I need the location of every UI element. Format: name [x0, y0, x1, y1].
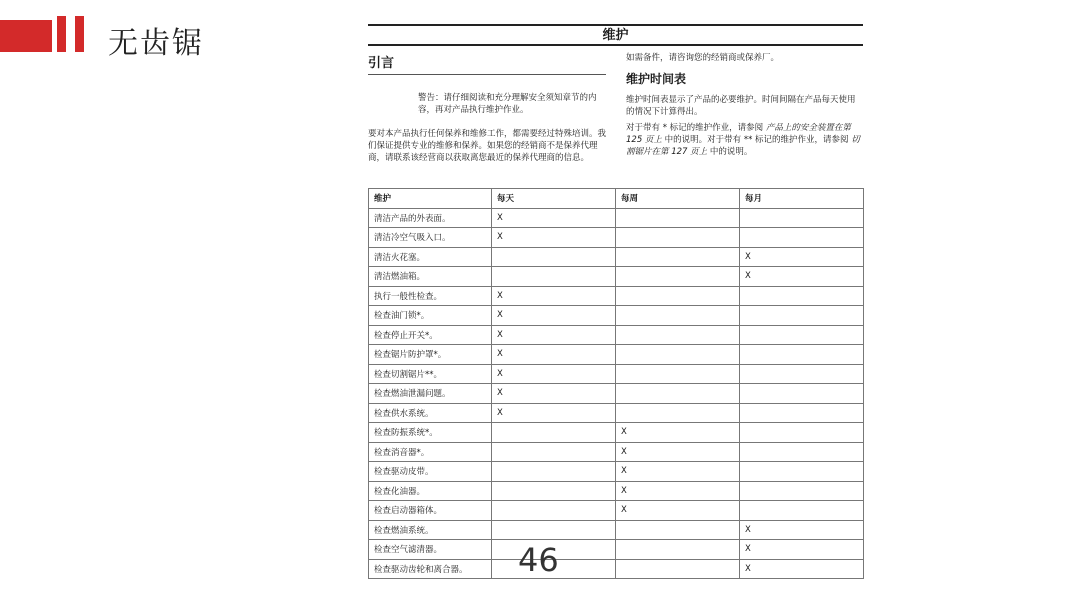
cell-weekly	[616, 228, 740, 248]
header-monthly: 每月	[740, 189, 864, 209]
table-row	[369, 286, 864, 306]
header-task: 维护	[369, 189, 492, 209]
brand-logo-stripe	[57, 16, 66, 52]
cell-weekly: X	[616, 501, 740, 521]
cell-task: 检查切割锯片**。	[369, 364, 492, 384]
table-header-row	[369, 189, 864, 209]
cell-task: 检查油门锁*。	[369, 306, 492, 326]
cell-task: 清洁冷空气吸入口。	[369, 228, 492, 248]
cell-task: 检查驱动齿轮和离合器。	[369, 559, 492, 579]
cell-daily: X	[492, 345, 616, 365]
cell-task: 检查防振系统*。	[369, 423, 492, 443]
cell-weekly	[616, 325, 740, 345]
cell-task: 检查驱动皮带。	[369, 462, 492, 482]
cell-daily	[492, 520, 616, 540]
cell-monthly: X	[740, 520, 864, 540]
cell-monthly	[740, 423, 864, 443]
cell-task: 检查供水系统。	[369, 403, 492, 423]
cell-daily: X	[492, 403, 616, 423]
cell-task: 检查空气滤清器。	[369, 540, 492, 560]
section-title: 维护	[368, 24, 863, 46]
cell-weekly	[616, 384, 740, 404]
schedule-heading: 维护时间表	[626, 72, 687, 86]
cell-task: 检查停止开关*。	[369, 325, 492, 345]
table-row	[369, 403, 864, 423]
cell-weekly	[616, 247, 740, 267]
cell-monthly: X	[740, 267, 864, 287]
reference-mid: 中的说明。对于带有 ** 标记的维护作业，请参阅	[661, 135, 852, 145]
cell-monthly	[740, 286, 864, 306]
cell-weekly	[616, 208, 740, 228]
cell-task: 执行一般性检查。	[369, 286, 492, 306]
cell-monthly	[740, 403, 864, 423]
table-row	[369, 559, 864, 579]
cell-weekly: X	[616, 423, 740, 443]
cell-weekly	[616, 540, 740, 560]
cell-weekly	[616, 286, 740, 306]
table-row	[369, 462, 864, 482]
cell-weekly: X	[616, 462, 740, 482]
table-row	[369, 306, 864, 326]
cell-task: 检查锯片防护罩*。	[369, 345, 492, 365]
page-number: 46	[518, 541, 559, 579]
cell-task: 清洁产品的外表面。	[369, 208, 492, 228]
schedule-paragraph: 维护时间表显示了产品的必要维护。时间间隔在产品每天使用的情况下计算得出。	[626, 95, 856, 117]
cell-weekly: X	[616, 481, 740, 501]
cell-monthly	[740, 384, 864, 404]
cell-daily	[492, 462, 616, 482]
cell-monthly	[740, 228, 864, 248]
table-row	[369, 364, 864, 384]
cell-weekly	[616, 364, 740, 384]
table-row	[369, 481, 864, 501]
cell-daily: X	[492, 325, 616, 345]
brand-logo-stripe	[75, 16, 84, 52]
table-row	[369, 423, 864, 443]
cell-weekly	[616, 403, 740, 423]
intro-divider	[368, 74, 606, 75]
cell-monthly	[740, 306, 864, 326]
cell-daily	[492, 481, 616, 501]
cell-daily: X	[492, 306, 616, 326]
cell-monthly: X	[740, 559, 864, 579]
brand-logo-bar	[0, 20, 52, 52]
cell-task: 检查消音器*。	[369, 442, 492, 462]
cell-task: 检查燃油系统。	[369, 520, 492, 540]
header-daily: 每天	[492, 189, 616, 209]
cell-monthly	[740, 481, 864, 501]
cell-task: 检查燃油泄漏问题。	[369, 384, 492, 404]
intro-paragraph: 要对本产品执行任何保养和维修工作，都需要经过特殊培训。我们保证提供专业的维修和保养。如果您的经销商不是保养代理商，请联系该经营商以获取离您最近的保养代理商的信息。	[368, 129, 607, 163]
table-row	[369, 208, 864, 228]
cell-task: 检查化油器。	[369, 481, 492, 501]
reference-prefix: 对于带有 * 标记的维护作业，请参阅	[626, 123, 766, 133]
table-row	[369, 345, 864, 365]
table-row	[369, 228, 864, 248]
header-weekly: 每周	[616, 189, 740, 209]
cell-daily: X	[492, 364, 616, 384]
manual-page	[368, 24, 863, 584]
cell-weekly	[616, 267, 740, 287]
cell-weekly: X	[616, 442, 740, 462]
table-row	[369, 267, 864, 287]
cell-daily: X	[492, 208, 616, 228]
cell-task: 清洁火花塞。	[369, 247, 492, 267]
cell-daily	[492, 501, 616, 521]
cell-daily: X	[492, 286, 616, 306]
table-row	[369, 325, 864, 345]
cell-monthly	[740, 345, 864, 365]
intro-heading: 引言	[368, 56, 395, 71]
cell-monthly	[740, 325, 864, 345]
cell-daily	[492, 267, 616, 287]
cell-task: 检查启动器箱体。	[369, 501, 492, 521]
table-row	[369, 501, 864, 521]
cell-daily	[492, 442, 616, 462]
table-row	[369, 442, 864, 462]
cell-monthly	[740, 501, 864, 521]
cell-weekly	[616, 559, 740, 579]
cell-monthly: X	[740, 540, 864, 560]
table-row	[369, 540, 864, 560]
cell-daily	[492, 423, 616, 443]
reference-note	[626, 122, 863, 158]
cell-daily: X	[492, 384, 616, 404]
cell-weekly	[616, 345, 740, 365]
reference-link-safety: 产品上的安全装置在第 125 页上	[626, 123, 851, 145]
cell-weekly	[616, 520, 740, 540]
maintenance-schedule-table	[368, 188, 864, 579]
cell-monthly	[740, 442, 864, 462]
cell-task: 清洁燃油箱。	[369, 267, 492, 287]
reference-link-blade: 切割锯片在第 127 页上	[626, 135, 860, 157]
cell-weekly	[616, 306, 740, 326]
parts-note: 如需备件，请咨询您的经销商或保养厂。	[626, 53, 780, 63]
cell-monthly	[740, 208, 864, 228]
table-row	[369, 520, 864, 540]
cell-monthly	[740, 462, 864, 482]
warning-text: 警告：请仔细阅读和充分理解安全须知章节的内容，再对产品执行维护作业。	[418, 93, 597, 115]
reference-suffix: 中的说明。	[707, 147, 753, 157]
table-row	[369, 384, 864, 404]
cell-monthly	[740, 364, 864, 384]
cell-daily	[492, 247, 616, 267]
table-row	[369, 247, 864, 267]
cell-monthly: X	[740, 247, 864, 267]
cell-daily: X	[492, 228, 616, 248]
slide-title: 无齿锯	[108, 26, 204, 61]
